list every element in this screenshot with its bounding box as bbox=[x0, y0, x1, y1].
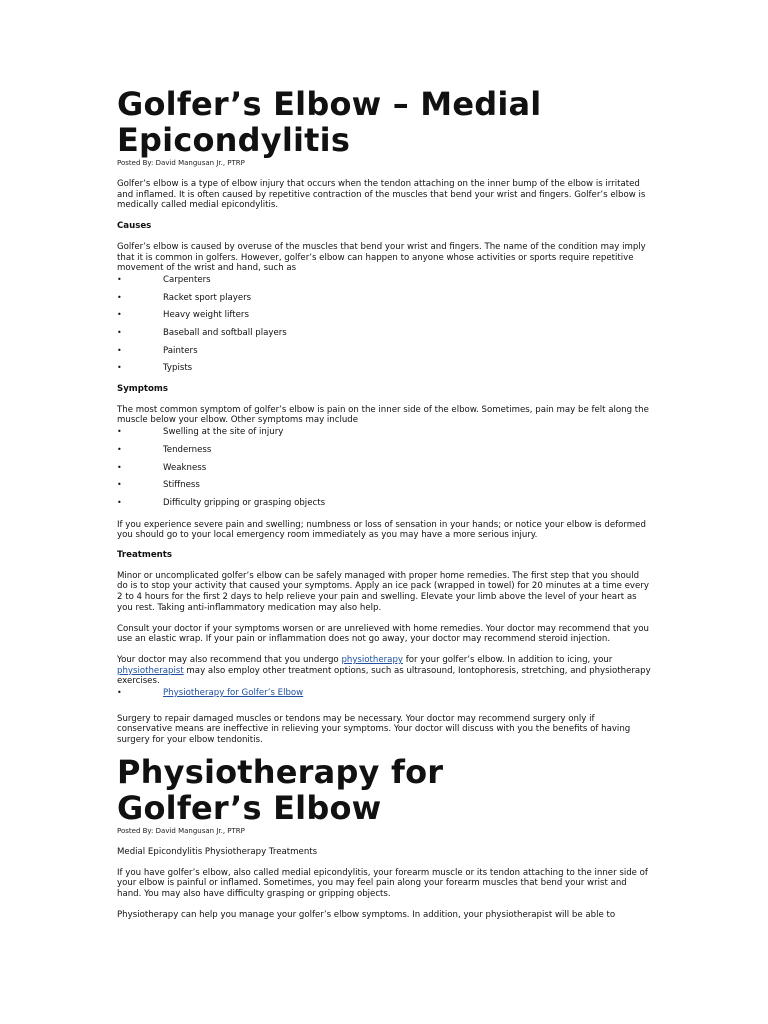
bullet-icon: • bbox=[117, 310, 122, 320]
list-item: • Difficulty gripping or grasping objects bbox=[117, 497, 326, 508]
bullet-icon: • bbox=[117, 444, 122, 454]
causes-heading: Causes bbox=[117, 221, 152, 232]
bullet-icon: • bbox=[117, 292, 122, 302]
list-item: • Carpenters bbox=[117, 274, 211, 285]
list-item: • Baseball and softball players bbox=[117, 327, 287, 338]
treatments-paragraph-3: Your doctor may also recommend that you undergo physiotherapy for your golfer’s elbow. In addition to icing, your physiotherapist may also employ other treatment options, such as ultrasound, Iontophoresis, stretching, and physiotherapy exercises. bbox=[117, 654, 651, 687]
treatments-paragraph-1: Minor or uncomplicated golfer’s elbow can be safely managed with proper home remedies. The first step that you should do is to stop your activity that caused your symptoms. Apply an ice pack (wrapped in towel) for 20 minutes at a time every 2 to 4 hours for the first 2 days to help relieve your pain and swelling. Elevate your limb above the level of your heart as you rest. Taking anti-inflammatory medication may also help. bbox=[117, 570, 649, 613]
intro-paragraph: Golfer’s elbow is a type of elbow injury that occurs when the tendon attaching on the inner bump of the elbow is irritated and inflamed. It is often caused by repetitive contraction of the muscles that bend your wrist and fingers. Golfer’s elbow is medically called medial epicondylitis. bbox=[117, 179, 646, 211]
document-page bbox=[117, 86, 651, 920]
list-item bbox=[117, 688, 651, 706]
article-2-byline: Posted By: David Mangusan Jr., PTRP bbox=[117, 826, 245, 835]
bullet-icon: • bbox=[117, 274, 122, 284]
list-item: • Stiffness bbox=[117, 480, 200, 491]
symptoms-paragraph: The most common symptom of golfer’s elbow is pain on the inner side of the elbow. Sometimes, pain may be felt along the muscle below your elbow. Other symptoms may include bbox=[117, 404, 649, 426]
treatments-heading: Treatments bbox=[117, 550, 173, 560]
bullet-icon: • bbox=[117, 480, 122, 490]
article-title: Golfer’s Elbow – Medial Epicondylitis bbox=[117, 85, 542, 159]
bullet-icon: • bbox=[117, 427, 122, 437]
list-item: • Tenderness bbox=[117, 444, 212, 455]
list-item: • Painters bbox=[117, 345, 198, 356]
article-2-title: Physiotherapy for Golfer’s Elbow bbox=[117, 752, 444, 827]
emergency-paragraph: If you experience severe pain and swelling; numbness or loss of sensation in your hands; or notice your elbow is deformed you should go to your local emergency room immediately as you may have a more serious injury. bbox=[117, 519, 646, 541]
list-item: • Typists bbox=[117, 363, 193, 374]
list-item: • Racket sport players bbox=[117, 292, 252, 303]
bullet-icon: • bbox=[117, 688, 122, 698]
causes-list bbox=[117, 275, 651, 381]
article-2-subtitle: Medial Epicondylitis Physiotherapy Treatments bbox=[117, 846, 318, 857]
causes-paragraph: Golfer’s elbow is caused by overuse of the muscles that bend your wrist and fingers. The name of the condition may imply that it is common in golfers. However, golfer’s elbow can happen to anyone whose activities or sports require repetitive movement of the wrist and hand, such as bbox=[117, 241, 646, 274]
treatments-paragraph-2: Consult your doctor if your symptoms worsen or are unrelieved with home remedies. Your doctor may recommend that you use an elastic wrap. If your pain or inflammation does not go away, your doctor may recommend steroid injection. bbox=[117, 623, 649, 645]
bullet-icon: • bbox=[117, 363, 122, 373]
surgery-paragraph: Surgery to repair damaged muscles or tendons may be necessary. Your doctor may recommend surgery only if conservative means are ineffective in relieving your symptoms. Your doctor will discuss with you the benefits of having surgery for your elbow tendonitis. bbox=[117, 713, 631, 746]
bullet-icon: • bbox=[117, 497, 122, 507]
article-byline: Posted By: David Mangusan Jr., PTRP bbox=[117, 159, 245, 167]
article-2-paragraph-2: Physiotherapy can help you manage your golfer’s elbow symptoms. In addition, your physiotherapist will be able to bbox=[117, 909, 616, 920]
list-item: • Heavy weight lifters bbox=[117, 310, 249, 321]
bullet-icon: • bbox=[117, 327, 122, 337]
symptoms-list bbox=[117, 427, 651, 515]
bullet-icon: • bbox=[117, 345, 122, 355]
physiotherapy-golfers-elbow-link[interactable]: Physiotherapy for Golfer’s Elbow bbox=[163, 688, 304, 699]
related-links-list bbox=[117, 688, 651, 706]
article-2-paragraph-1: If you have golfer’s elbow, also called medial epicondylitis, your forearm muscle or its tendon attaching to the inner side of your elbow is painful or inflamed. Sometimes, you may feel pain along your forearm muscles that bend your wrist and hand. You may also have difficulty grasping or gripping objects. bbox=[117, 867, 648, 899]
physiotherapist-link[interactable]: physiotherapist bbox=[117, 665, 184, 676]
symptoms-heading: Symptoms bbox=[117, 384, 168, 395]
list-item: • Swelling at the site of injury bbox=[117, 427, 284, 438]
physiotherapy-link[interactable]: physiotherapy bbox=[341, 654, 403, 665]
bullet-icon: • bbox=[117, 462, 122, 472]
list-item: • Weakness bbox=[117, 462, 207, 473]
